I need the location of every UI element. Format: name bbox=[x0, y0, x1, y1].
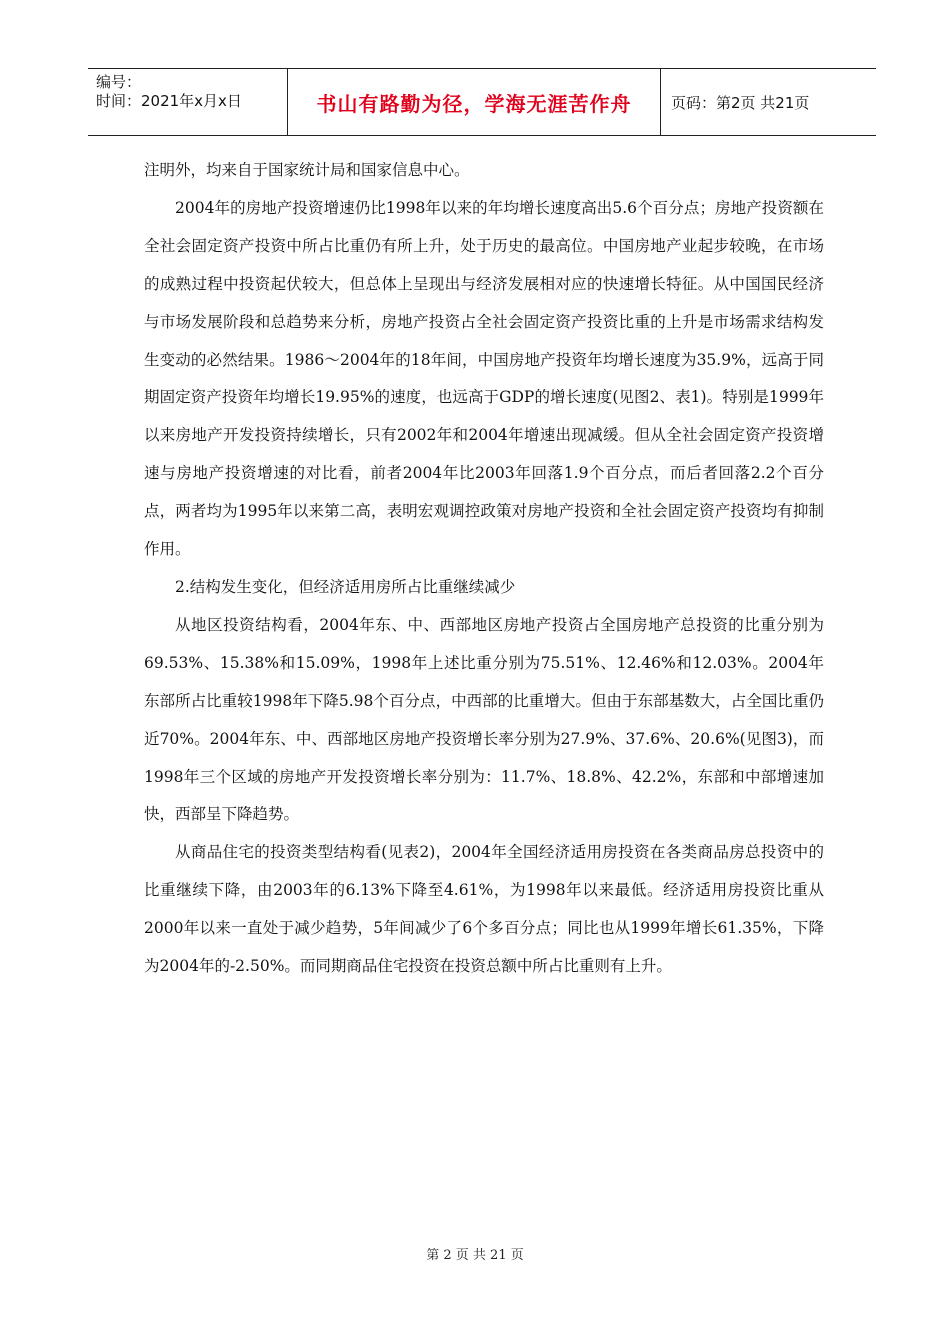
page-header bbox=[88, 68, 876, 136]
section-heading: 2.结构发生变化，但经济适用房所占比重继续减少 bbox=[175, 577, 516, 596]
paragraph-continuation: 注明外，均来自于国家统计局和国家信息中心。 bbox=[144, 161, 470, 179]
header-meta bbox=[88, 69, 288, 135]
document-body bbox=[144, 152, 824, 986]
doc-number-label: 编号： bbox=[96, 73, 142, 91]
paragraph-regional-structure: 从地区投资结构看，2004年东、中、西部地区房地产投资占全国房地产总投资的比重分别为69.53%、15.38%和15.09%，1998年上述比重分别为75.51%、12.46%和12.03%。2004年东部所占比重较1998年下降5.98个百分点，中西部的比重增大。但由于东部基数大，占全国比重仍近70%。2004年东、中、西部地区房地产投资增长率分别为27.9%、37.6%、20.6%(见图3)，而1998年三个区域的房地产开发投资增长率分别为：11.7%、18.8%、42.2%，东部和中部增速加快，西部呈下降趋势。 bbox=[144, 615, 824, 824]
date-label: 时间：2021年x月x日 bbox=[96, 92, 242, 110]
header-motto: 书山有路勤为径，学海无涯苦作舟 bbox=[288, 69, 661, 135]
header-page-info: 页码：第2页 共21页 bbox=[671, 93, 810, 112]
paragraph-housing-type: 从商品住宅的投资类型结构看(见表2)，2004年全国经济适用房投资在各类商品房总投资中的比重继续下降，由2003年的6.13%下降至4.61%，为1998年以来最低。经济适用房投资比重从2000年以来一直处于减少趋势，5年间减少了6个多百分点；同比也从1999年增长61.35%，下降为2004年的-2.50%。而同期商品住宅投资在投资总额中所占比重则有上升。 bbox=[144, 843, 824, 976]
paragraph-investment-growth: 2004年的房地产投资增速仍比1998年以来的年均增长速度高出5.6个百分点；房地产投资额在全社会固定资产投资中所占比重仍有所上升，处于历史的最高位。中国房地产业起步较晚，在市场的成熟过程中投资起伏较大，但总体上呈现出与经济发展相对应的快速增长特征。从中国国民经济与市场发展阶段和总趋势来分析，房地产投资占全社会固定资产投资比重的上升是市场需求结构发生变动的必然结果。1986～2004年的18年间，中国房地产投资年均增长速度为35.9%，远高于同期固定资产投资年均增长19.95%的速度，也远高于GDP的增长速度(见图2、表1)。特别是1999年以来房地产开发投资持续增长，只有2002年和2004年增速出现减缓。但从全社会固定资产投资增速与房地产投资增速的对比看，前者2004年比2003年回落1.9个百分点，而后者回落2.2个百分点，两者均为1995年以来第二高，表明宏观调控政策对房地产投资和全社会固定资产投资均有抑制作用。 bbox=[144, 198, 824, 559]
page-footer: 第 2 页 共 21 页 bbox=[426, 1248, 524, 1263]
